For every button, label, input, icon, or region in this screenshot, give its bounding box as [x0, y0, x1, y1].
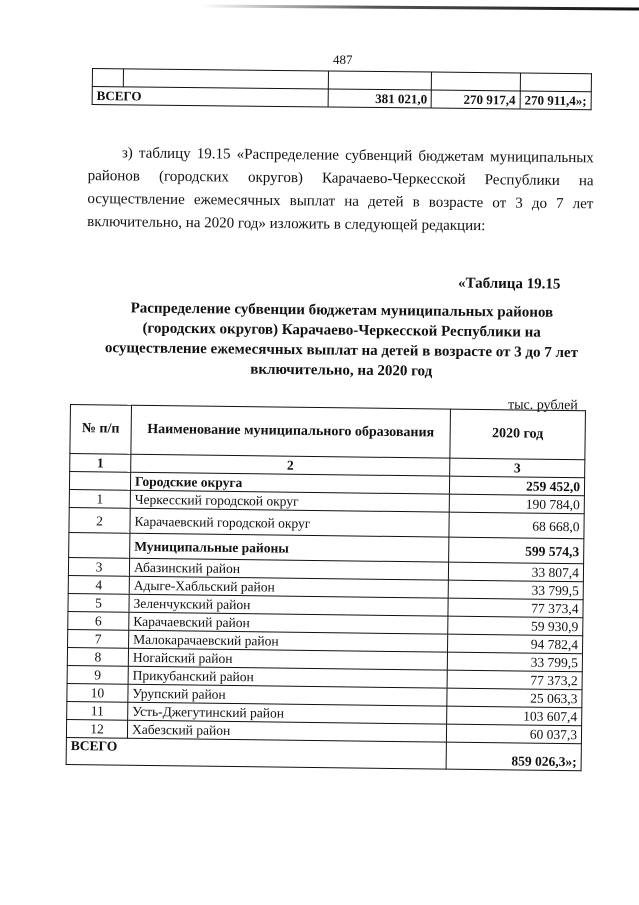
- total-label: ВСЕГО: [92, 87, 328, 107]
- section-label: Муниципальные районы: [130, 533, 449, 562]
- previous-table-fragment: [92, 68, 592, 110]
- scan-edge-line: [200, 4, 639, 10]
- section-total: 599 574,3: [449, 537, 584, 564]
- table-heading: [91, 298, 592, 383]
- table-row: 4 Адыге-Хабльский район 33 799,5: [68, 575, 583, 599]
- page-number: 487: [333, 52, 353, 67]
- paragraph-text: з) таблицу 19.15 «Распределение субвенций бюджетам муниципальных районов (городских округов) Карачаево-Черкесской Республики на осуществление ежемесячных выплат на детей в возрасте от 3 до 7 лет включительно, на 2020 год» изложить в следующей редакции:: [87, 145, 594, 235]
- column-index: 1: [70, 454, 131, 473]
- amendment-paragraph: [87, 142, 594, 239]
- table-caption: «Таблица 19.15: [457, 275, 561, 293]
- section-label: Городские округа: [130, 472, 449, 494]
- table-header-row: [70, 405, 586, 460]
- unit-label: тыс. рублей: [507, 397, 578, 414]
- heading-line: (городских округов) Карачаево-Черкесской Республики на: [142, 320, 541, 341]
- total-value: 270 911,4»;: [520, 91, 591, 110]
- table-row: 10 Урупский район 25 063,3: [67, 683, 582, 707]
- table-row: 7 Малокарачаевский район 94 782,4: [68, 629, 583, 653]
- table-row: 3 Абазинский район 33 807,4: [68, 557, 583, 581]
- total-value: 381 021,0: [328, 89, 431, 108]
- total-value: 270 917,4: [432, 90, 521, 109]
- heading-line: осуществление ежемесячных выплат на детей в возрасте от 3 до 7 лет: [104, 340, 579, 362]
- column-header-no: № п/п: [70, 405, 132, 455]
- grand-total-row: [66, 737, 581, 770]
- grand-total-label: ВСЕГО: [66, 737, 446, 769]
- subvention-table: [66, 404, 586, 771]
- table-row: 6 Карачаевский район 59 930,9: [68, 611, 583, 635]
- table-row: 1 Черкесский городской округ 190 784,0: [69, 489, 584, 513]
- heading-line: включительно, на 2020 год: [250, 361, 433, 380]
- column-header-name: Наименование муниципального образования: [131, 405, 451, 458]
- column-header-year: 2020 год: [450, 409, 586, 460]
- column-index: 2: [131, 454, 450, 476]
- column-index: 3: [450, 458, 585, 478]
- table-row: 8 Ногайский район 33 799,5: [67, 647, 582, 671]
- grand-total-value: 859 026,3»;: [446, 742, 581, 771]
- heading-line: Распределение субвенции бюджетам муниципальных районов: [130, 300, 554, 321]
- table-row: 12 Хабезский район 60 037,3: [66, 719, 581, 743]
- section-total: 259 452,0: [449, 476, 584, 496]
- table-row: 11 Усть-Джегутинский район 103 607,4: [67, 701, 582, 725]
- table-row: 9 Прикубанский район 77 373,2: [67, 665, 582, 689]
- table-row: [92, 87, 591, 110]
- table-row: 5 Зеленчукский район 77 373,4: [68, 593, 583, 617]
- table-row: 2 Карачаевский городской округ 68 668,0: [69, 507, 584, 538]
